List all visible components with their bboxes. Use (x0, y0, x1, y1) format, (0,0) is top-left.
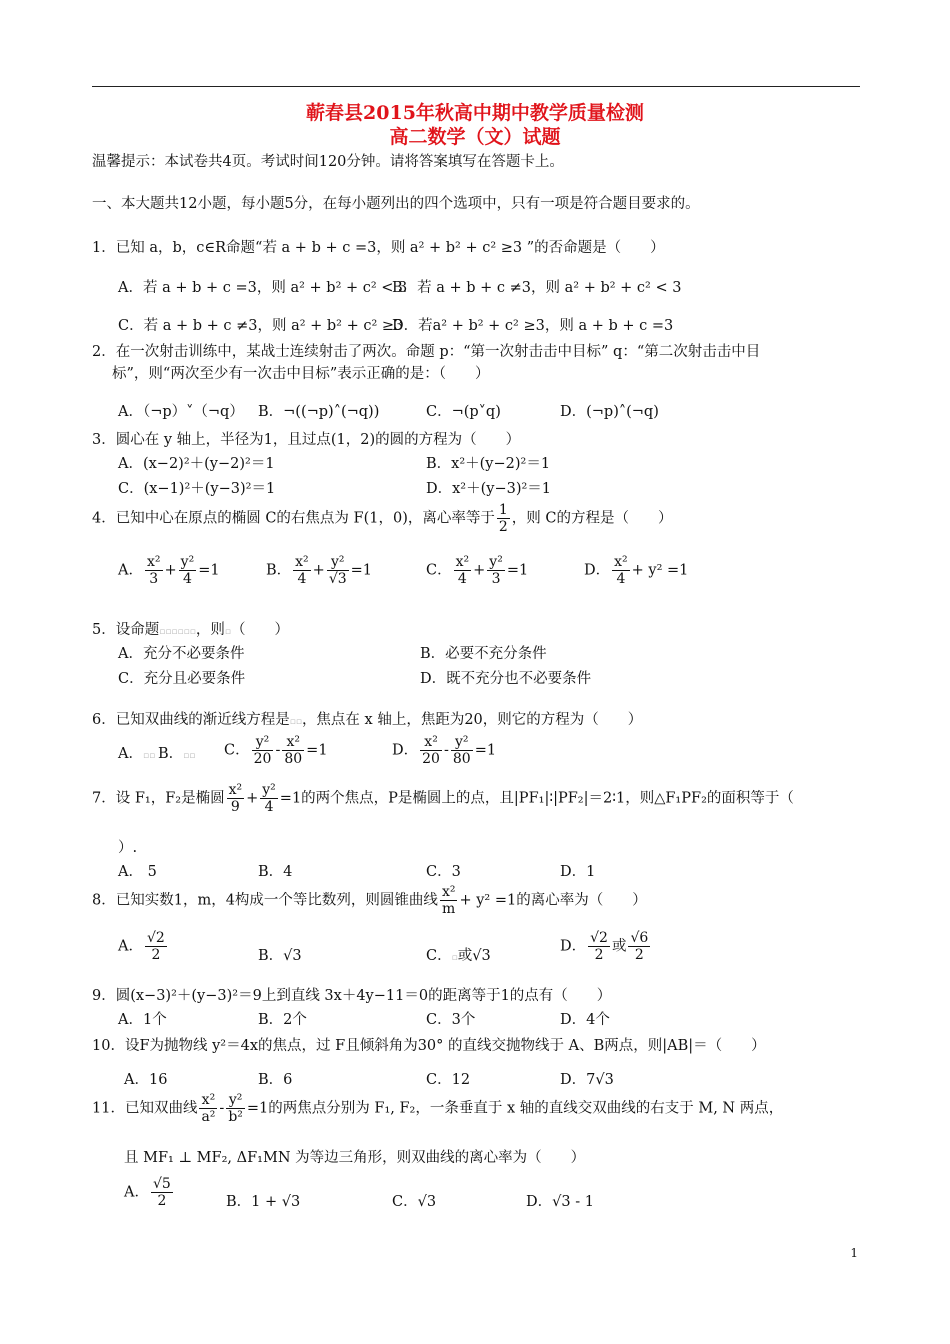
q6-blurred-formula: ▫▫ (289, 717, 302, 727)
q5-blurred-formula-p: ▫▫▫▫▫▫ (159, 627, 196, 637)
q11-option-b: B．1 + √3 (226, 1194, 301, 1210)
q7-option-b: B．4 (258, 864, 293, 880)
q5-option-b: B．必要不充分条件 (420, 646, 547, 662)
q9-option-d: D．4个 (560, 1012, 610, 1028)
q7-stem-end: ）. (118, 840, 138, 856)
q8-option-a: A． $\frac{√2}{2}$ (118, 930, 165, 964)
q2-option-d: D．(¬p)˄(¬q) (560, 404, 659, 420)
q10-option-d: D．7√3 (560, 1072, 614, 1088)
q7-option-a: A． 5 (118, 864, 157, 880)
q4-option-a: A． $\frac{\text{x²}}{3}$ + $\frac{\text{y²}}{4}$ =1 (118, 554, 220, 588)
exam-title: 蕲春县2015年秋高中期中教学质量检测 (306, 102, 644, 124)
q11-stem-2: 且 MF₁ ⊥ MF₂, ΔF₁MN 为等边三角形，则双曲线的离心率为（ ） (124, 1150, 586, 1166)
q4-option-d: D． $\frac{\text{x²}}{4}$ + y² =1 (584, 554, 689, 588)
q1-stem: 1．已知 a，b，c∈R命题“若 a + b + c =3，则 a² + b² + c² ≥3 ”的否命题是（ ） (92, 240, 665, 256)
q3-option-d: D．x²＋(y−3)²＝1 (426, 481, 552, 497)
q7-option-c: C．3 (426, 864, 461, 880)
q3-option-b: B．x²＋(y−2)²＝1 (426, 456, 551, 472)
q4-stem-tail: ，则 C的方程是（ ） (511, 510, 673, 527)
q9-stem: 9．圆(x−3)²＋(y−3)²＝9上到直线 3x＋4y−11＝0的距离等于1的点有（ ） (92, 988, 612, 1004)
q4-option-b: B． $\frac{\text{x²}}{4}$ + $\frac{\text{y²}}{√3}$ =1 (266, 554, 373, 588)
q4-stem (92, 502, 673, 535)
q3-stem: 3．圆心在 y 轴上，半径为1，且过点(1，2)的圆的方程为（ ） (92, 432, 521, 448)
q4-stem-text: 4．已知中心在原点的椭圆 C的右焦点为 F(1，0)，离心率等于 (92, 510, 495, 527)
q10-option-a: A．16 (124, 1072, 168, 1088)
q11-option-c: C．√3 (392, 1194, 437, 1210)
q8-option-c: C．▫或√3 (426, 948, 491, 964)
q8-stem: 8．已知实数1，m，4构成一个等比数列，则圆锥曲线 $\frac{\text{x²}}{m}$ + y² =1的离心率为（ ） (92, 884, 647, 918)
q1-option-c: C．若 a + b + c ≠3，则 a² + b² + c² ≥3 (118, 318, 404, 334)
q6-option-b: B．▫▫ (158, 746, 196, 762)
q5-option-a: A．充分不必要条件 (118, 646, 245, 662)
q1-option-d: D．若a² + b² + c² ≥3，则 a + b + c =3 (392, 318, 674, 334)
q9-option-b: B．2个 (258, 1012, 307, 1028)
q11-option-a: A． $\frac{√5}{2}$ (124, 1176, 171, 1210)
q3-option-c: C．(x−1)²＋(y−3)²＝1 (118, 481, 276, 497)
top-rule (92, 86, 860, 87)
q2-stem-1: 2．在一次射击训练中，某战士连续射击了两次。命题 p：“第一次射击击中目标” q：“第二次射击击中目 (92, 344, 761, 360)
q6-stem: 6．已知双曲线的渐近线方程是▫▫，焦点在 x 轴上，焦距为20，则它的方程为（ ） (92, 712, 643, 728)
q5-stem: 5．设命题▫▫▫▫▫▫，则▫（ ） (92, 622, 289, 638)
q6-option-d: D． $\frac{\text{x²}}{20}$ - $\frac{\text{y²}}{80}$ =1 (392, 734, 497, 768)
q5-option-c: C．充分且必要条件 (118, 671, 246, 687)
q6-option-a: A．▫▫ (118, 746, 156, 762)
q4-eccentricity-fraction: $\frac{1}{2}$ (498, 502, 508, 536)
q10-option-c: C．12 (426, 1072, 471, 1088)
q2-stem-2: 标”，则“两次至少有一次击中目标”表示正确的是：（ ） (112, 366, 490, 382)
q2-option-b: B．¬((¬p)˄(¬q)) (258, 404, 380, 420)
q11-stem: 11．已知双曲线 $\frac{\text{x²}}{\text{a²}}$ - $\frac{\text{y²}}{\text{b²}}$ =1的两焦点分别为 F₁, F₂，一条垂直于 x 轴的直线交双曲线的右支于 M, N 两点， (92, 1092, 784, 1126)
section-heading: 一、本大题共12小题，每小题5分，在每小题列出的四个选项中，只有一项是符合题目要求的。 (92, 196, 700, 212)
q1-option-a: A．若 a + b + c =3，则 a² + b² + c² < 3 (118, 280, 408, 296)
q6-option-c: C． $\frac{\text{y²}}{20}$ - $\frac{\text{x²}}{80}$ =1 (224, 734, 328, 768)
notice: 温馨提示：本试卷共4页。考试时间120分钟。请将答案填写在答题卡上。 (92, 154, 564, 170)
q9-option-a: A．1个 (118, 1012, 167, 1028)
q4-option-c: C． $\frac{\text{x²}}{4}$ + $\frac{\text{y²}}{3}$ =1 (426, 554, 529, 588)
page-number: 1 (850, 1246, 858, 1260)
q2-option-a: A．（¬p）˅（¬q） (118, 404, 244, 420)
q5-option-d: D．既不充分也不必要条件 (420, 671, 592, 687)
q1-option-b: B．若 a + b + c ≠3，则 a² + b² + c² < 3 (392, 280, 682, 296)
exam-subtitle: 高二数学（文）试题 (389, 126, 561, 148)
q5-blurred-formula-q: ▫ (224, 627, 231, 637)
q10-stem: 10．设F为抛物线 y²＝4x的焦点，过 F且倾斜角为30° 的直线交抛物线于 A、B两点，则|AB|＝（ ） (92, 1038, 766, 1054)
q8-option-b: B．√3 (258, 948, 302, 964)
q9-option-c: C．3个 (426, 1012, 476, 1028)
q7-stem: 7．设 F₁，F₂是椭圆 $\frac{\text{x²}}{9}$ + $\frac{\text{y²}}{4}$ =1的两个焦点，P是椭圆上的点，且|PF₁|∶|PF₂|＝2∶1，则△F₁PF₂的面积等于（ (92, 782, 794, 816)
q3-option-a: A．(x−2)²＋(y−2)²＝1 (118, 456, 275, 472)
q2-option-c: C．¬(p˅q) (426, 404, 501, 420)
q11-option-d: D．√3 - 1 (526, 1194, 594, 1210)
q7-option-d: D．1 (560, 864, 596, 880)
q10-option-b: B．6 (258, 1072, 293, 1088)
q8-option-d: D． $\frac{√2}{2}$ 或 $\frac{√6}{2}$ (560, 930, 649, 964)
